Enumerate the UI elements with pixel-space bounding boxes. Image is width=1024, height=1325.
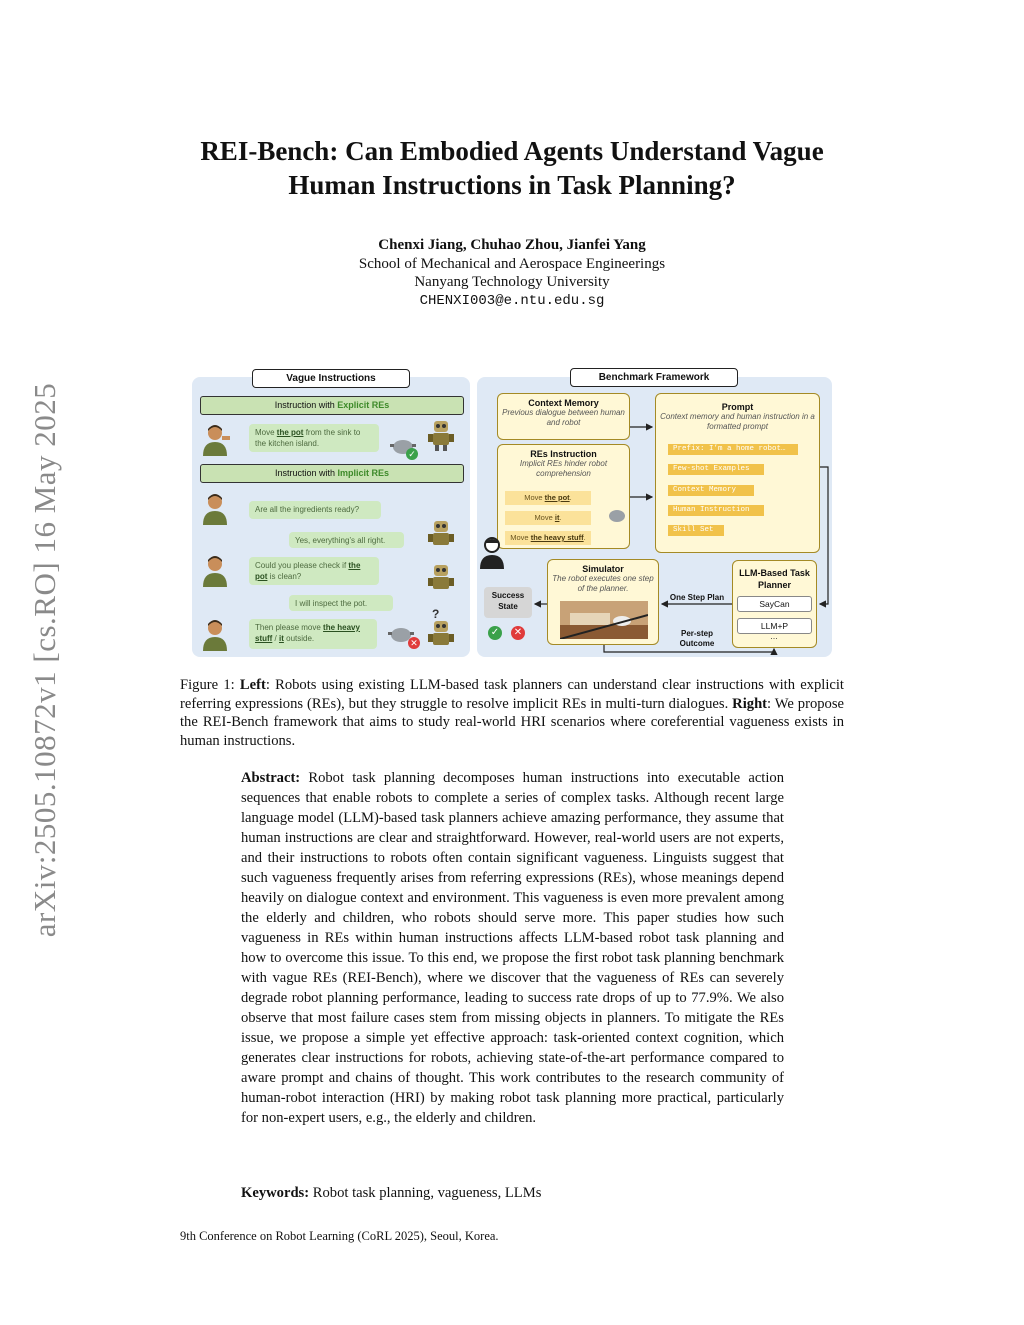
explicit-re-header xyxy=(200,396,464,415)
context-memory-subtitle: Previous dialogue between human and robot xyxy=(502,408,625,427)
author-block xyxy=(260,236,764,310)
llm-task-planner-title: LLM-Based Task Planner xyxy=(739,568,810,590)
person-icon xyxy=(200,422,230,456)
author-email[interactable]: CHENXI003@e.ntu.edu.sg xyxy=(419,292,605,309)
implicit-re-header xyxy=(200,464,464,483)
b4-b: the pot xyxy=(255,561,361,581)
author-names: Chenxi Jiang, Chuhao Zhou, Jianfei Yang xyxy=(378,237,646,253)
vague-instructions-title: Vague Instructions xyxy=(252,369,410,388)
abstract xyxy=(241,768,784,1128)
success-check-icon: ✓ xyxy=(406,448,418,460)
caption-prefix: Figure 1: xyxy=(180,677,240,693)
planner-option-llm-p: LLM+P xyxy=(737,618,812,634)
figure-caption xyxy=(180,676,844,750)
y2-b: it xyxy=(554,513,560,522)
b6-b: the heavy stuff xyxy=(255,623,360,643)
re-option-heavy-stuff xyxy=(505,531,591,545)
y3-a: Move xyxy=(510,533,531,542)
fail-cross-icon: ✕ xyxy=(408,637,420,649)
prompt-chip-skill-set: Skill Set xyxy=(668,525,724,536)
conference-footnote: 9th Conference on Robot Learning (CoRL 2025), Seoul, Korea. xyxy=(180,1229,499,1243)
keywords-label: Keywords: xyxy=(241,1185,310,1201)
re-option-the-pot xyxy=(505,491,591,505)
figure-1 xyxy=(192,367,834,659)
context-memory-box xyxy=(497,393,630,440)
simulator-scene-image xyxy=(560,601,648,639)
affiliation-university: Nanyang Technology University xyxy=(414,274,610,290)
y1-b: the pot xyxy=(544,493,570,502)
res-instruction-subtitle: Implicit REs hinder robot comprehension xyxy=(519,459,608,478)
b1-b: the pot xyxy=(276,428,304,437)
y1-a: Move xyxy=(524,493,545,502)
dialogue-bubble-inspect: I will inspect the pot. xyxy=(289,595,393,611)
question-mark: ? xyxy=(432,607,440,621)
prompt-chip-human-instruction: Human Instruction xyxy=(668,505,764,516)
y2-c: . xyxy=(559,513,562,522)
y3-b: the heavy stuff xyxy=(530,533,584,542)
user-icon xyxy=(479,535,505,569)
success-check-icon: ✓ xyxy=(488,626,502,640)
dialogue-bubble-robot-ready: Yes, everything’s all right. xyxy=(289,532,404,548)
context-memory-title: Context Memory xyxy=(528,398,599,408)
one-step-plan-label: One Step Plan xyxy=(669,593,725,602)
prompt-chip-few-shot: Few-shot Examples xyxy=(668,464,764,475)
y2-a: Move xyxy=(534,513,555,522)
planner-option-ellipsis: … xyxy=(770,632,778,641)
title-line-2: Human Instructions in Task Planning? xyxy=(288,170,736,200)
person-icon xyxy=(200,491,230,525)
keywords-text: Robot task planning, vagueness, LLMs xyxy=(309,1185,542,1201)
arxiv-identifier: arXiv:2505.10872v1 [cs.RO] 16 May 2025 xyxy=(27,382,62,938)
b6-d: it xyxy=(279,634,284,643)
prompt-title: Prompt xyxy=(721,402,754,412)
abstract-text: Robot task planning decomposes human instructions into executable action sequences that enable robots to complete a series of complex tasks. Although recent large language model (LLM)-based task planners achieve amazing performance, they assume that human instructions are clear and straightforward. However, real-world users are not experts, and their instructions to robots often contain significant vagueness. Linguists suggest that such vagueness frequently arises from referring expressions (REs), whose meanings depend heavily on dialogue context and environment. This vagueness is even more prevalent among the elderly and children, who robots should serve more. This paper studies how such vagueness in REs within human instructions affects LLM-based robot task planning and how to overcome this issue. To this end, we propose the first robot task planning benchmark with vague REs (REI-Bench), where we discover that the vagueness of REs can severely degrade robot planning performance, leading to success rate drops of up to 77.9%. We also observe that most failure cases stem from missing objects in planners. To mitigate the REs issue, we propose a simple yet effective approach: task-oriented context cognition, which generates clear instructions for robots, achieving state-of-the-art performance compared to aware prompt and chains of thought. This work contributes to the research community of human-robot interaction (HRI) by making robot task planning more practical, particularly for non-expert users, e.g., the elderly and children. xyxy=(241,770,784,1126)
robot-icon xyxy=(428,419,454,451)
explicit-header-prefix: Instruction with xyxy=(274,400,338,410)
robot-icon xyxy=(428,563,454,595)
explicit-instruction-bubble xyxy=(249,424,379,452)
robot-icon xyxy=(428,619,454,651)
dialogue-bubble-ingredients: Are all the ingredients ready? xyxy=(249,501,381,519)
dialogue-bubble-check-pot xyxy=(249,557,379,585)
y3-c: . xyxy=(583,533,586,542)
res-instruction-title: REs Instruction xyxy=(530,449,597,459)
prompt-chip-prefix: Prefix: I’m a home robot… xyxy=(668,444,798,455)
explicit-header-highlight: Explicit REs xyxy=(337,400,390,410)
caption-left-text: : Robots using existing LLM-based task planners can understand clear instructions with explicit referring expressions (REs), but they struggle to resolve implicit REs in multi-turn dialogues. xyxy=(180,677,844,712)
implicit-header-highlight: Implicit REs xyxy=(337,468,390,478)
prompt-subtitle: Context memory and human instruction in a formatted prompt xyxy=(660,412,815,431)
dialogue-bubble-move-heavy xyxy=(249,619,377,649)
b4-c: is clean? xyxy=(267,572,302,581)
keywords xyxy=(241,1183,784,1203)
re-option-it xyxy=(505,511,591,525)
per-step-outcome-label: Per-step Outcome xyxy=(679,629,715,648)
simulator-subtitle: The robot executes one step of the planner. xyxy=(552,574,654,593)
b6-c: / xyxy=(272,634,279,643)
b4-a: Could you please check if xyxy=(255,561,349,570)
implicit-header-prefix: Instruction with xyxy=(274,468,338,478)
b6-e: outside. xyxy=(283,634,315,643)
paper-title xyxy=(160,134,864,202)
pot-icon xyxy=(606,507,628,525)
benchmark-framework-title: Benchmark Framework xyxy=(570,368,738,387)
prompt-chip-context-memory: Context Memory xyxy=(668,485,754,496)
b1-c: from the sink to the kitchen island. xyxy=(255,428,361,448)
y1-c: . xyxy=(569,493,572,502)
robot-icon xyxy=(428,519,454,551)
title-line-1: REI-Bench: Can Embodied Agents Understand Vague xyxy=(200,136,824,166)
b6-a: Then please move xyxy=(255,623,324,632)
fail-cross-icon: ✕ xyxy=(511,626,525,640)
person-icon xyxy=(200,617,230,651)
simulator-title: Simulator xyxy=(582,564,624,574)
caption-right-text: : We propose the REI-Bench framework that aims to study real-world HRI scenarios where coreferential vagueness exists in human instructions. xyxy=(180,695,845,749)
caption-left-label: Left xyxy=(239,677,266,693)
caption-right-label: Right xyxy=(732,695,768,712)
affiliation-school: School of Mechanical and Aerospace Engineerings xyxy=(358,255,666,272)
b1-a: Move xyxy=(255,428,277,437)
success-state-box: Success State xyxy=(484,587,532,618)
planner-option-saycan: SayCan xyxy=(737,596,812,612)
abstract-label: Abstract: xyxy=(241,770,301,786)
person-icon xyxy=(200,553,230,587)
